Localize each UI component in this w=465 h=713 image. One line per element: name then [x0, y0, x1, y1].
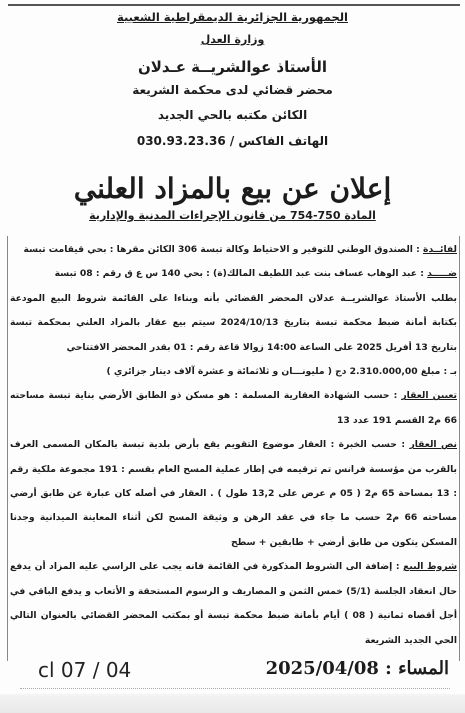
- paragraph-label: شروط البيع: [403, 561, 458, 573]
- paragraph-text: : إضافة الى الشروط المذكورة في القائمة فانه يجب على الراسي عليه المزاد أن يدفع حال انعقاد الجلسة (5/1) خمس الثمن و المصاريف و الرسوم المستحقة و الأتعاب و يدفع الباقي في أجل أقصاه ثمانية ( 08 ) أيام بأمانة ضبط محكمة تبسة أو بمكتب المحضر القضائي بالعنوان التالي الحي الجديد الشريعة: [10, 561, 457, 646]
- paragraph-text: بطلب الأستاذ عوالشريــة عدلان المحضر القضائي بأنه وبناءا على القائمة شروط البيع المودعة بكتابة أمانة ضبط محكمة تبسة بتاريخ 2024/10/13 سيتم بيع عقار بالمزاد العلني بمحكمة تبسة بتاريخ 13 أفريل 2025 على الساعة 14:00 زوالا قاعة رقم : 01 بقدر المحضر الافتتاحي: [10, 292, 457, 353]
- notice-subtitle: المادة 750-754 من قانون الإجراءات المدنية والإدارية: [89, 209, 376, 222]
- paragraph-beneficiary: [10, 238, 457, 262]
- paragraph-property-id: [10, 384, 457, 433]
- paragraph-label: ضـــــد: [427, 268, 457, 280]
- paragraph-text: : حسب الشهادة العقارية المسلمة : هو مسكن ذو الطابق الأرضي بناية تبسة مساحته 66 م2 القسم 191 عدد 13: [10, 390, 457, 426]
- header-republic: الجمهورية الجزائرية الديمقراطية الشعبية: [116, 10, 348, 24]
- top-rule: [8, 4, 460, 6]
- paragraph-text: بـ : مبلغ 2.310.000,00 دج ( مليونـــان و ثلاثمائة و عشرة آلاف دينار جزائري ): [106, 366, 457, 378]
- paragraph-amount: [10, 360, 457, 384]
- paragraph-label: نص العقار: [409, 439, 457, 451]
- notice-title: إعلان عن بيع بالمزاد العلني: [73, 172, 392, 205]
- frame-left-border: [7, 236, 8, 661]
- header-location: الكائن مكتبه بالحي الجديد: [157, 108, 308, 122]
- paragraph-property-description: [10, 433, 457, 555]
- scan-edge: [0, 694, 465, 713]
- paragraph-against: [10, 262, 457, 286]
- paragraph-text: : الصندوق الوطني للتوفير و الاحتياط وكالة تبسة 306 الكائن مقرها : بحي قيقامت تبسة: [23, 244, 424, 255]
- footer-reference: cl 07 / 04: [38, 658, 132, 682]
- footer: [0, 654, 465, 688]
- paragraph-label: لفائــدة: [423, 244, 457, 255]
- paragraph-sale-conditions: [10, 555, 457, 653]
- header-name: الأستاذ عوالشريــة عـدلان: [137, 58, 328, 76]
- footer-date: 2025/04/08: [265, 658, 379, 679]
- paragraph-text: : عبد الوهاب عساف بنت عبد اللطيف المالك(ة) : بحي 140 س ع ق رقم : 08 تبسة: [54, 268, 428, 280]
- header-ministry: وزارة العدل: [200, 33, 265, 46]
- header-phone: الهاتف الفاكس / 030.93.23.36: [136, 134, 329, 148]
- paragraph-label: تعيين العقار: [401, 390, 457, 402]
- frame-right-border: [459, 236, 460, 661]
- paragraph-request: [10, 287, 457, 360]
- footer-dotted-rule: [20, 688, 450, 690]
- header-office: محضر قضائي لدى محكمة الشريعة: [132, 83, 333, 97]
- footer-date-line: المساء : 2025/04/08: [265, 658, 449, 679]
- notice-body: [10, 238, 457, 653]
- paragraph-text: : حسب الخبرة : العقار موضوع التقويم يقع بأرض بلدية تبسة بالمكان المسمى العرف بالقرب من مؤسسة فرانس تم ترقيمه في إطار عملية المسح العام بقسم : 191 مجموعة ملكية رقم : 13 بمساحة 65 م2 ( 05 م عرض على 13,2 طول ) . العقار في أصله كان عبارة عن طابق أرضي مساحته 66 م2 حسب ما جاء في عقد الرهن و وثيقة المسح لكن أثناء المعاينة الميدانية وجدنا المسكن يتكون من طابق أرضي + طابقين + سطح: [10, 439, 458, 548]
- footer-signature-label: المساء: [398, 658, 449, 679]
